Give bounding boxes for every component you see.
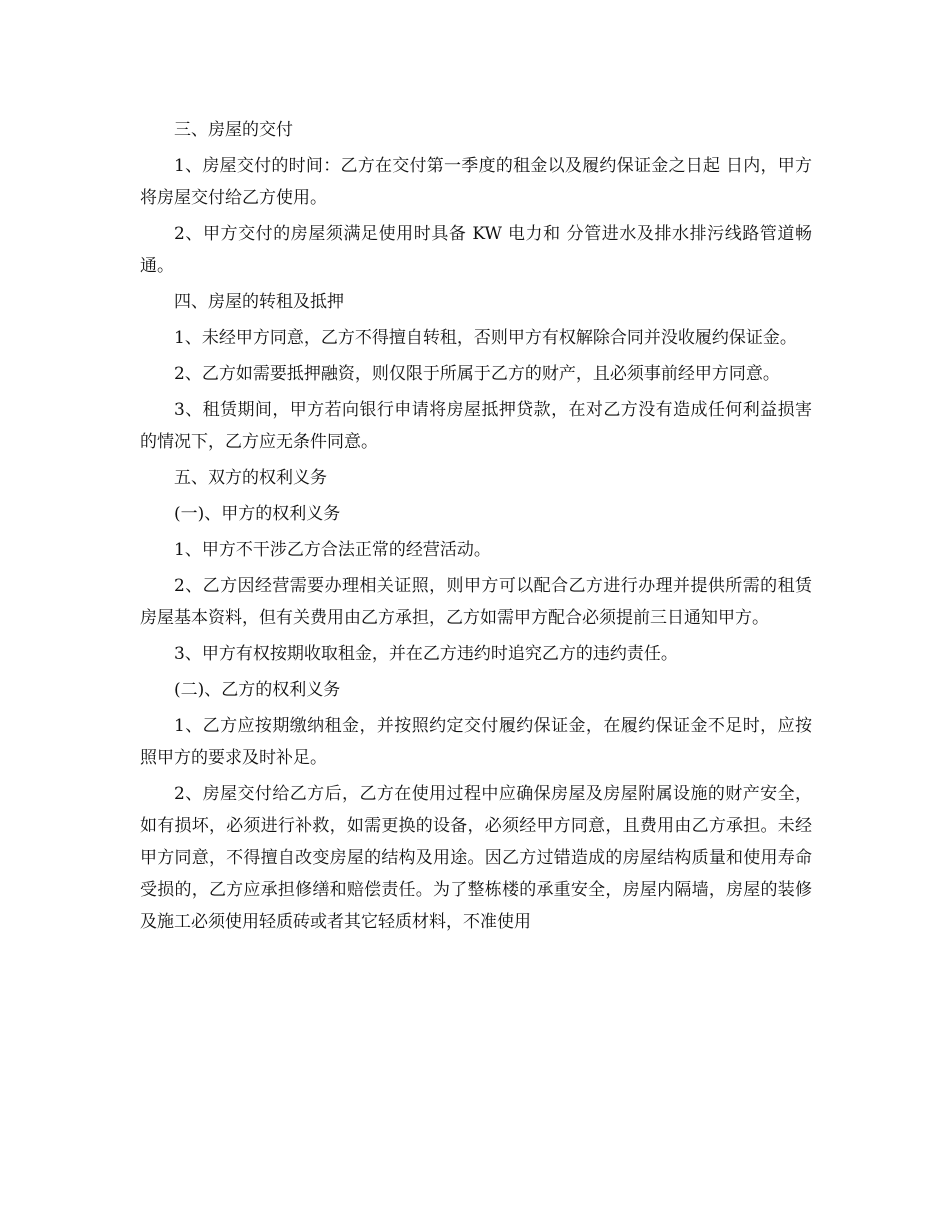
clause-delivery-conditions: 2、甲方交付的房屋须满足使用时具备 KW 电力和 分管进水及排水排污线路管道畅通。 bbox=[140, 224, 812, 276]
section-heading-rights-obligations: 五、双方的权利义务 bbox=[174, 468, 327, 488]
document-body bbox=[140, 114, 812, 942]
section-heading-sublease-mortgage: 四、房屋的转租及抵押 bbox=[174, 292, 344, 312]
clause-sublease: 1、未经甲方同意，乙方不得擅自转租，否则甲方有权解除合同并没收履约保证金。 bbox=[174, 328, 797, 348]
clause-mortgage-financing: 2、乙方如需要抵押融资，则仅限于所属于乙方的财产，且必须事前经甲方同意。 bbox=[174, 364, 780, 384]
section-heading-delivery: 三、房屋的交付 bbox=[174, 120, 293, 140]
clause-party-b-rent-payment: 1、乙方应按期缴纳租金，并按照约定交付履约保证金，在履约保证金不足时，应按照甲方的要求及时补足。 bbox=[140, 716, 812, 768]
clause-bank-loan: 3、租赁期间，甲方若向银行申请将房屋抵押贷款，在对乙方没有造成任何利益损害的情况下，乙方应无条件同意。 bbox=[140, 400, 812, 452]
clause-party-a-noninterference: 1、甲方不干涉乙方合法正常的经营活动。 bbox=[174, 540, 491, 560]
clause-party-a-licenses: 2、乙方因经营需要办理相关证照，则甲方可以配合乙方进行办理并提供所需的租赁房屋基本资料，但有关费用由乙方承担，乙方如需甲方配合必须提前三日通知甲方。 bbox=[140, 576, 812, 628]
subsection-heading-party-a: (一)、甲方的权利义务 bbox=[174, 504, 341, 524]
clause-party-b-property-safety: 2、房屋交付给乙方后，乙方在使用过程中应确保房屋及房屋附属设施的财产安全，如有损坏，必须进行补救，如需更换的设备，必须经甲方同意，且费用由乙方承担。未经甲方同意，不得擅自改变房屋的结构及用途。因乙方过错造成的房屋结构质量和使用寿命受损的，乙方应承担修缮和赔偿责任。为了整栋楼的承重安全，房屋内隔墙，房屋的装修及施工必须使用轻质砖或者其它轻质材料，不准使用 bbox=[140, 784, 812, 932]
clause-delivery-time: 1、房屋交付的时间：乙方在交付第一季度的租金以及履约保证金之日起 日内，甲方将房屋交付给乙方使用。 bbox=[140, 156, 812, 208]
clause-party-a-rent-collection: 3、甲方有权按期收取租金，并在乙方违约时追究乙方的违约责任。 bbox=[174, 644, 678, 664]
subsection-heading-party-b: (二)、乙方的权利义务 bbox=[174, 680, 341, 700]
